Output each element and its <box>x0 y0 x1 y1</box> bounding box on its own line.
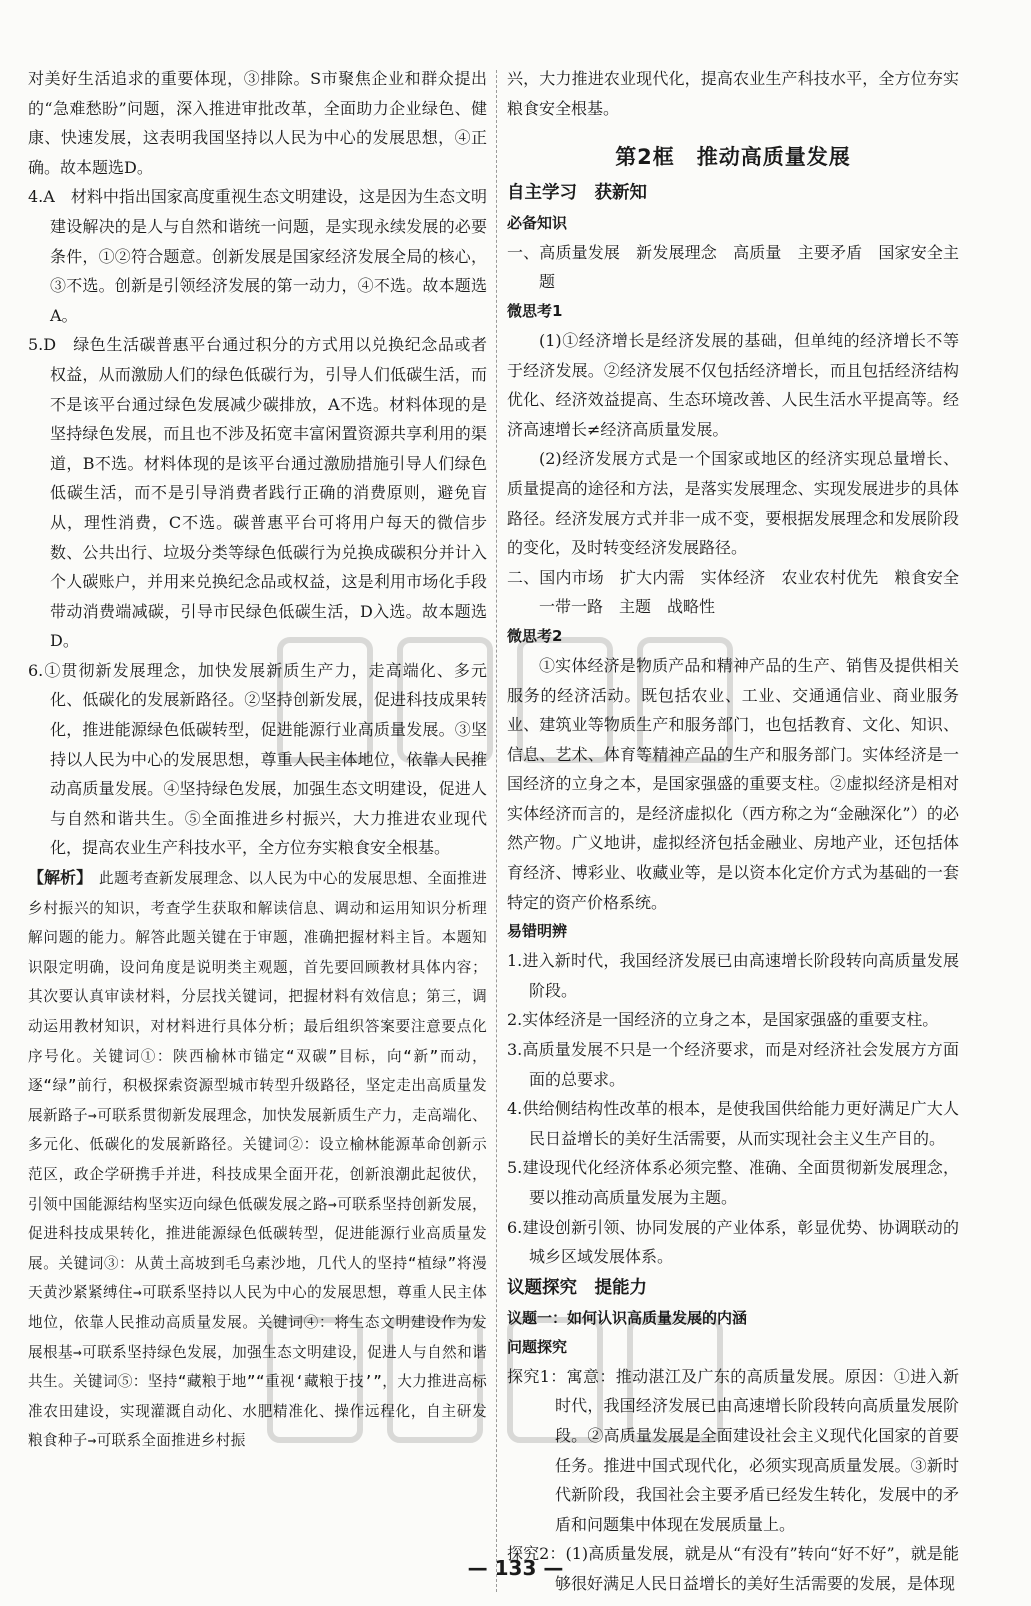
error-item-6: 6.建设创新引领、协同发展的产业体系，彰显优势、协调联动的城乡区域发展体系。 <box>507 1217 959 1267</box>
column-divider <box>496 70 497 1592</box>
answer-4: 4.A 材料中指出国家高度重视生态文明建设，这是因为生态文明建设解决的是人与自然和谐统一问题，是实现永续发展的必要条件，①②符合题意。创新发展是国家经济发展全局的核心，③不选。创新是引领经济发展的第一动力，④不选。故本题选A。 <box>28 187 487 325</box>
page-number: — 133 — <box>467 1556 564 1580</box>
error-item-3: 3.高质量发展不只是一个经济要求，而是对经济社会发展方方面面的总要求。 <box>507 1040 959 1089</box>
problem-inquiry-heading: 问题探究 <box>507 1337 568 1356</box>
error-item-5: 5.建设现代化经济体系必须完整、准确、全面贯彻新发展理念，要以推动高质量发展为主题。 <box>507 1158 959 1207</box>
error-item-1: 1.进入新时代，我国经济发展已由高速增长阶段转向高质量发展阶段。 <box>507 951 959 1000</box>
section-self-study: 自主学习 获新知 <box>507 182 647 203</box>
think-1-b: (2)经济发展方式是一个国家或地区的经济实现总量增长、质量提高的途径和方法，是落实发展理念、实现发展进步的具体路径。经济发展方式并非一成不变，要根据发展理念和发展阶段的变化，及时转变经济发展路径。 <box>507 449 959 558</box>
knowledge-1: 一、高质量发展 新发展理念 高质量 主要矛盾 国家安全主题 <box>507 242 959 292</box>
analysis-text: 此题考查新发展理念、以人民为中心的发展思想、全面推进乡村振兴的知识，考查学生获取和解读信息、调动和运用知识分析理解问题的能力。解答此题关键在于审题，准确把握材料主旨。本题知识限定明确，设问角度是说明类主观题，首先要回顾教材具体内容；其次要认真审读材料，分层找关键词，把握材料有效信息；第三，调动运用教材知识，对材料进行具体分析；最后组织答案要注意要点化序号化。关键词①：陕西榆林市锚定“双碳”目标，向“新”而动，逐“绿”前行，积极探索资源型城市转型升级路径，坚定走出高质量发展新路子→可联系贯彻新发展理念，加快发展新质生产力，走高端化、多元化、低碳化的发展新路径。关键词②：设立榆林能源革命创新示范区，政企学研携手并进，科技成果全面开花，创新浪潮此起彼伏，引领中国能源结构坚实迈向绿色低碳发展之路→可联系坚持创新发展，促进科技成果转化，推进能源绿色低碳转型，促进能源行业高质量发展。关键词③：从黄土高坡到毛乌素沙地，几代人的坚持“植绿”将漫天黄沙紧紧缚住→可联系坚持以人民为中心的发展思想，尊重人民主体地位，依靠人民推动高质量发展。关键词④：将生态文明建设作为发展根基→可联系坚持绿色发展，加强生态文明建设，促进人与自然和谐共生。关键词⑤：坚持“藏粮于地”“重视‘藏粮于技’”，大力推进高标准农田建设，实现灌溉自动化、水肥精准化、操作远程化，自主研发粮食种子→可联系全面推进乡村振 <box>28 870 487 1450</box>
right-column <box>507 64 976 1599</box>
think-2-a: ①实体经济是物质产品和精神产品的生产、销售及提供相关服务的经济活动。既包括农业、工业、交通通信业、商业服务业、建筑业等物质生产和服务部门，也包括教育、文化、知识、信息、艺术、体育等精神产品的生产和服务部门。实体经济是一国经济的立身之本，是国家强盛的重要支柱。②虚拟经济是相对实体经济而言的，是经济虚拟化（西方称之为“金融深化”）的必然产物。广义地讲，虚拟经济包括金融业、房地产业，还包括体育经济、博彩业、收藏业等，是以资本化定价方式为基础的一套特定的资产价格系统。 <box>507 655 959 912</box>
lesson-title: 第2框 推动高质量发展 <box>615 145 851 170</box>
error-item-4: 4.供给侧结构性改革的根本，是使我国供给能力更好满足广大人民日益增长的美好生活需要，从而实现社会主义生产目的。 <box>507 1099 959 1148</box>
essential-knowledge-heading: 必备知识 <box>507 213 568 232</box>
left-intro: 对美好生活追求的重要体现，③排除。S市聚焦企业和群众提出的“急难愁盼”问题，深入推进审批改革，全面助力企业绿色、健康、快速发展，这表明我国坚持以人民为中心的发展思想，④正确。故本题选D。 <box>28 69 487 177</box>
answer-5: 5.D 绿色生活碳普惠平台通过积分的方式用以兑换纪念品或者权益，从而激励人们的绿色低碳行为，引导人们低碳生活，而不是该平台通过绿色发展减少碳排放，A不选。材料体现的是坚持绿色发展，而且也不涉及拓宽丰富闲置资源共享利用的渠道，B不选。材料体现的是该平台通过激励措施引导人们绿色低碳生活，而不是引导消费者践行正确的消费原则，避免盲从，理性消费，C不选。碳普惠平台可将用户每天的微信步数、公共出行、垃圾分类等绿色低碳行为兑换成碳积分并计入个人碳账户，并用来兑换纪念品或权益，这是利用市场化手段带动消费端减碳，引导市民绿色低碳生活，D入选。故本题选D。 <box>28 335 487 651</box>
topic-1-heading: 议题一：如何认识高质量发展的内涵 <box>507 1308 748 1327</box>
answer-6: 6.①贯彻新发展理念，加快发展新质生产力，走高端化、多元化、低碳化的发展新路径。②坚持创新发展，促进科技成果转化，推进能源绿色低碳转型，促进能源行业高质量发展。③坚持以人民为中心的发展思想，尊重人民主体地位，依靠人民推动高质量发展。④坚持绿色发展，加强生态文明建设，促进人与自然和谐共生。⑤全面推进乡村振兴，大力推进农业现代化，提高农业生产科技水平，全方位夯实粮食安全根基。 <box>28 660 487 858</box>
error-item-2: 2.实体经济是一国经济的立身之本，是国家强盛的重要支柱。 <box>507 1010 939 1030</box>
error-prone-heading: 易错明辨 <box>507 922 568 941</box>
think-2-heading: 微思考2 <box>507 626 563 645</box>
right-continuation: 兴，大力推进农业现代化，提高农业生产科技水平，全方位夯实粮食安全根基。 <box>507 69 959 118</box>
knowledge-2: 二、国内市场 扩大内需 实体经济 农业农村优先 粮食安全 一带一路 主题 战略性 <box>507 567 976 617</box>
analysis-tag: 【解析】 <box>28 868 85 888</box>
inquiry-2: 探究2：(1)高质量发展，就是从“有没有”转向“好不好”，就是能够很好满足人民日益增长的美好生活需要的发展，是体现 <box>507 1544 959 1593</box>
analysis-block <box>28 863 487 1456</box>
think-1-heading: 微思考1 <box>507 301 563 320</box>
inquiry-1: 探究1：寓意：推动湛江及广东的高质量发展。原因：①进入新时代，我国经济发展已由高速增长阶段转向高质量发展阶段。②高质量发展是全面建设社会主义现代化国家的首要任务。推进中国式现代化，必须实现高质量发展。③新时代新阶段，我国社会主要矛盾已经发生转化，发展中的矛盾和问题集中体现在发展质量上。 <box>507 1366 959 1534</box>
left-column <box>28 64 487 1456</box>
section-inquiry: 议题探究 提能力 <box>507 1277 647 1298</box>
think-1-a: (1)①经济增长是经济发展的基础，但单纯的经济增长不等于经济发展。②经济发展不仅包括经济增长，而且包括经济结构优化、经济效益提高、生态环境改善、人民生活水平提高等。经济高速增长≠经济高质量发展。 <box>507 330 959 439</box>
